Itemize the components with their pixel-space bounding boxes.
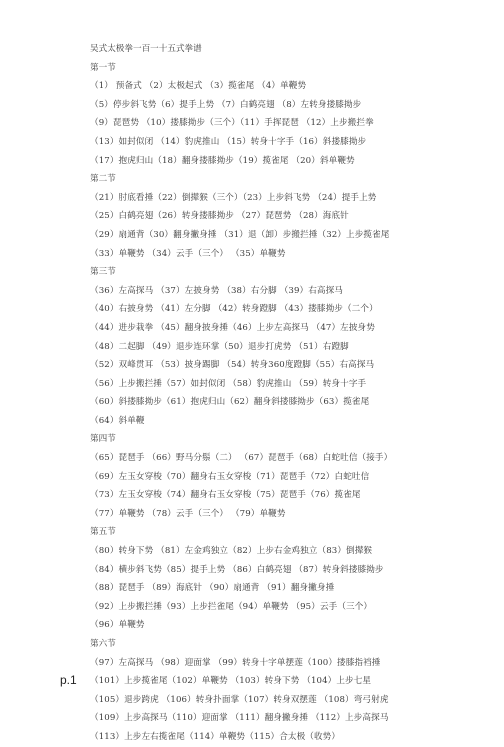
section-heading: 第四节 bbox=[90, 434, 116, 445]
form-list-line: （64）斜单鞭 bbox=[90, 415, 145, 426]
form-list-line: （73）左玉女穿梭（74）翻身右玉女穿梭（75）琵琶手（76）揽雀尾 bbox=[90, 490, 361, 501]
form-list-line: （13）如封似闭 （14）豹虎推山 （15）转身十字手（16）斜搂膝拗步 bbox=[90, 136, 367, 147]
form-list-line: （17）抱虎归山（18）翻身搂膝拗步（19）揽雀尾 （20）斜单鞭势 bbox=[90, 155, 355, 166]
document-title: 吴式太极拳一百一十五式拳谱 bbox=[90, 44, 202, 54]
form-list-line: （33）单鞭势 （34）云手（三个） （35）单鞭势 bbox=[90, 248, 286, 259]
form-list-line: （97）左高探马 （98）迎面掌 （99）转身十字单摆莲（100）搂膝指裆捶 bbox=[90, 657, 381, 668]
form-list-line: （25）白鹤亮翅（26）转身搂膝拗步 （27）琵琶势 （28）海底针 bbox=[90, 211, 349, 222]
form-list-line: （40）右披身势 （41）左分脚 （42）转身蹬脚 （43）搂膝拗步（二个） bbox=[90, 304, 378, 315]
form-list-line: （113）上步左右揽雀尾（114）单鞭势（115）合太极（收势） bbox=[90, 731, 341, 742]
form-list-line: （56）上步搬拦捶（57）如封似闭 （58）豹虎推山 （59）转身十字手 bbox=[90, 378, 367, 389]
form-list-line: （9）琵琶势 （10）搂膝拗步（三个）（11）手挥琵琶 （12）上步搬拦拳 bbox=[90, 118, 374, 129]
form-list-line: （29）扇通背（30）翻身撇身捶 （31）退（卸）步搬拦捶（32）上步揽雀尾 bbox=[90, 229, 390, 240]
form-list-line: （65）琵琶手 （66）野马分鬃（二） （67）琵琶手（68）白蛇吐信（接手） bbox=[90, 453, 393, 464]
form-list-line: （1） 预备式 （2）太极起式 （3）揽雀尾 （4）单鞭势 bbox=[90, 81, 307, 92]
section-heading: 第三节 bbox=[90, 267, 116, 278]
form-list-line: （60）斜搂膝拗步（61）抱虎归山（62）翻身斜搂膝拗步（63）揽雀尾 bbox=[90, 397, 370, 408]
document-body bbox=[90, 40, 490, 747]
form-list-line: （48）二起脚 （49）退步连环掌（50）退步打虎势 （51）右蹬脚 bbox=[90, 341, 349, 352]
form-list-line: （105）退步跨虎 （106）转身扑面掌（107）转身双摆莲 （108）弯弓射虎 bbox=[90, 694, 389, 705]
form-list-line: （88）琵琶手 （89）海底针 （90）扇通背 （91）翻身撇身捶 bbox=[90, 583, 335, 594]
form-list-line: （21）肘底看捶（22）倒撵猴（三个）（23）上步斜飞势 （24）提手上势 bbox=[90, 192, 377, 203]
form-list-line: （109）上步高探马（110）迎面掌 （111）翻身撇身捶 （112）上步高探马 bbox=[90, 713, 389, 724]
form-list-line: （101）上步揽雀尾（102）单鞭势 （103）转身下势 （104）上步七星 bbox=[90, 676, 372, 687]
form-list-line: （44）进步栽拳 （45）翻身披身捶（46）上步左高探马 （47）左披身势 bbox=[90, 322, 375, 333]
section-heading: 第一节 bbox=[90, 62, 116, 73]
form-list-line: （84）横步斜飞势（85）提手上势 （86）白鹤亮翅 （87）转身斜搂膝拗步 bbox=[90, 564, 384, 575]
sections-container bbox=[90, 59, 490, 747]
page-number: p.1 bbox=[60, 673, 77, 687]
form-list-line: （5）停步斜飞势（6）提手上势 （7）白鹤亮翅 （8）左转身搂膝拗步 bbox=[90, 99, 362, 110]
form-list-line: （69）左玉女穿梭（70）翻身右玉女穿梭（71）琵琶手（72）白蛇吐信 bbox=[90, 471, 370, 482]
section-heading: 第五节 bbox=[90, 527, 116, 538]
form-list-line: （96）单鞭势 bbox=[90, 620, 145, 631]
section-heading: 第六节 bbox=[90, 639, 116, 649]
form-list-line: （36）左高探马 （37）左披身势 （38）右分脚 （39）右高探马 bbox=[90, 285, 343, 296]
form-list-line: （77）单鞭势 （78）云手（三个） （79）单鞭势 bbox=[90, 508, 286, 519]
section-heading: 第二节 bbox=[90, 174, 116, 185]
form-list-line: （52）双峰贯耳 （53）披身踢脚 （54）转身360度蹬脚（55）右高探马 bbox=[90, 360, 375, 371]
form-list-line: （80）转身下势 （81）左金鸡独立（82）上步右金鸡独立（83）倒撵猴 bbox=[90, 546, 373, 557]
form-list-line: （92）上步搬拦捶（93）上步拦雀尾（94）单鞭势 （95）云手（三个） bbox=[90, 601, 373, 612]
